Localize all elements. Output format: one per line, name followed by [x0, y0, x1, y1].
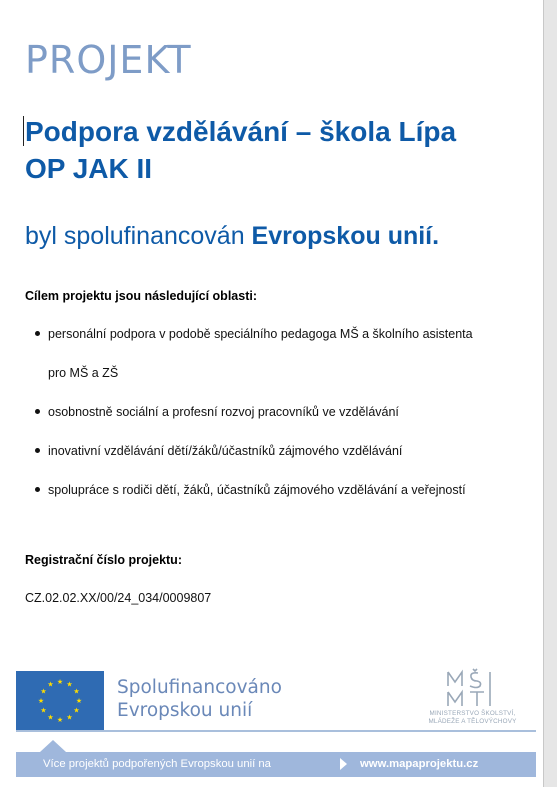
cofinanced-prefix: byl spolufinancován — [25, 222, 252, 250]
eu-star: ★ — [40, 707, 47, 715]
goal-item-continuation: pro MŠ a ZŠ — [48, 366, 119, 380]
eu-star: ★ — [73, 688, 80, 696]
footer-bar-notch — [40, 740, 66, 752]
cofinanced-statement — [25, 222, 439, 251]
eu-flag-icon — [16, 671, 104, 730]
registration-heading: Registrační číslo projektu: — [25, 553, 182, 567]
eu-star: ★ — [73, 707, 80, 715]
goal-item: osobnostně sociální a profesní rozvoj pracovníků ve vzdělávání — [25, 393, 525, 432]
goal-item: inovativní vzdělávání dětí/žáků/účastníků zájmového vzdělávání — [25, 432, 525, 471]
ministry-name-line1: MINISTERSTVO ŠKOLSTVÍ, — [429, 710, 516, 717]
cofinanced-emphasis: Evropskou unií. — [251, 222, 440, 250]
footer-bar-text: Více projektů podpořených Evropskou unií na — [43, 758, 271, 770]
goal-item: spolupráce s rodiči dětí, žáků, účastníků zájmového vzdělávání a veřejností — [25, 471, 525, 510]
footer-link-bar[interactable] — [16, 752, 536, 777]
arrow-right-icon — [340, 758, 347, 770]
eu-cofinanced-logo-text — [117, 676, 282, 722]
eu-star: ★ — [66, 681, 73, 689]
registration-number: CZ.02.02.XX/00/24_034/0009807 — [25, 591, 212, 605]
eu-star: ★ — [40, 688, 47, 696]
eu-star: ★ — [66, 714, 73, 722]
project-title-line2: OP JAK II — [25, 153, 153, 184]
goals-heading: Cílem projektu jsou následující oblasti: — [25, 289, 257, 303]
poster-kicker: PROJEKT — [25, 38, 192, 82]
project-title[interactable] — [25, 113, 456, 187]
eu-star: ★ — [47, 714, 54, 722]
eu-star: ★ — [56, 679, 64, 686]
eu-logo-line1: Spolufinancováno — [117, 677, 282, 698]
text-cursor — [23, 116, 24, 146]
mapaprojektu-link[interactable]: www.mapaprojektu.cz — [360, 758, 479, 770]
eu-star: ★ — [47, 681, 54, 689]
ministry-name-line2: MLÁDEŽE A TĚLOVÝCHOVY — [428, 717, 517, 725]
goals-list — [25, 315, 525, 510]
msmt-logo-icon — [442, 668, 504, 708]
goal-item: personální podpora v podobě speciálního pedagoga MŠ a školního asistenta — [25, 315, 525, 354]
eu-star: ★ — [37, 698, 45, 705]
eu-logo-line2: Evropskou unií — [117, 700, 253, 721]
project-title-line1: Podpora vzdělávání – škola Lípa — [25, 116, 457, 147]
eu-star: ★ — [75, 698, 83, 705]
vertical-scrollbar[interactable] — [543, 0, 557, 787]
ministry-logo — [410, 668, 535, 732]
eu-star: ★ — [56, 717, 64, 724]
